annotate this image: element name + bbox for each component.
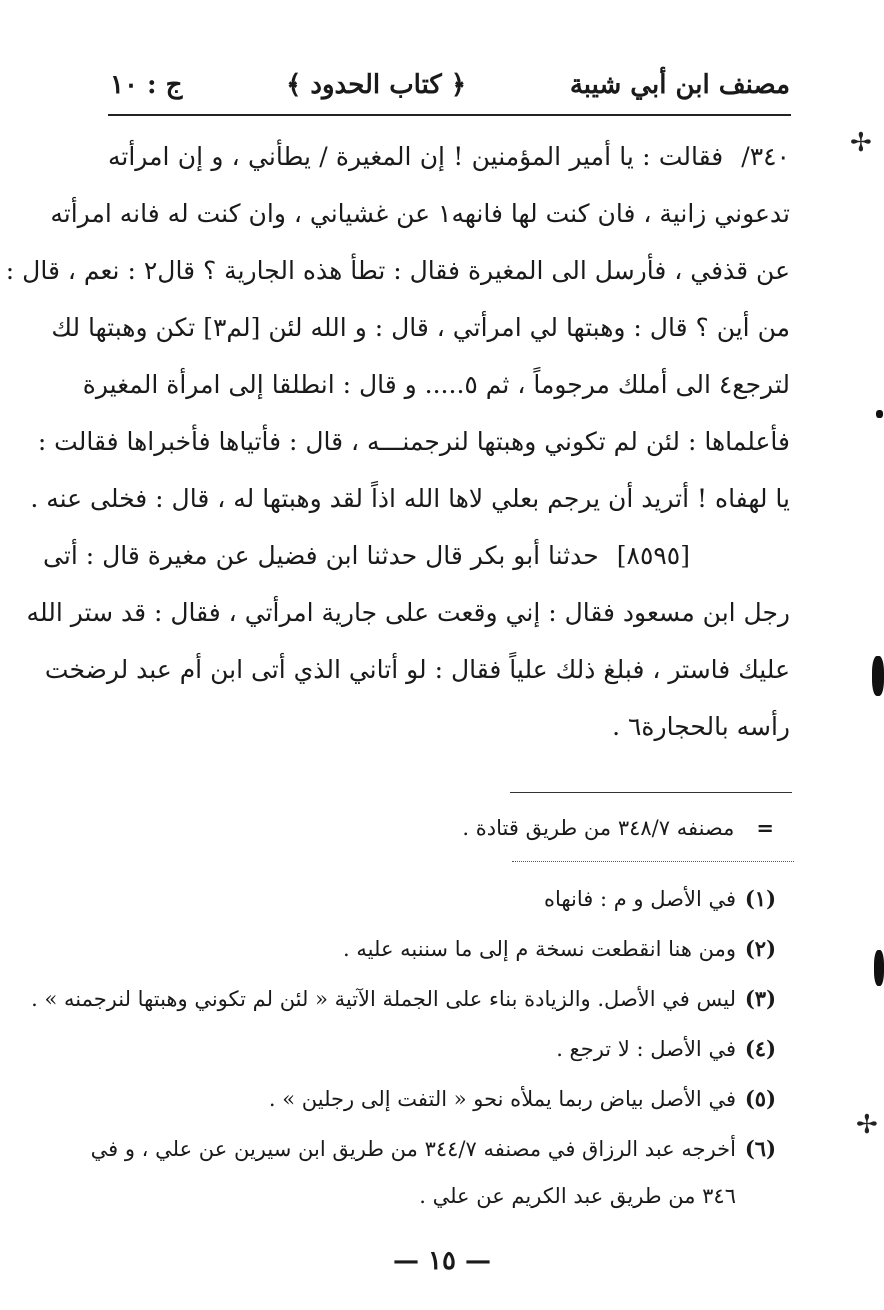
header-rule — [108, 114, 791, 116]
scan-smudge — [872, 656, 884, 696]
main-text — [5, 128, 790, 755]
text-line: يا لهفاه ! أتريد أن يرجم بعلي لاها الله اذاً لقد وهبتها له ، قال : فخلى عنه . — [30, 484, 790, 513]
section-title: ﴿ كتاب الحدود ﴾ — [286, 70, 467, 100]
text-line: لترجع٤ الى أملك مرجوماً ، ثم ٥..... و قال : انطلقا إلى امرأة المغيرة — [82, 370, 790, 399]
text-line: ٣٤٠/فقالت : يا أمير المؤمنين ! إن المغيرة / يطأني ، و إن امرأته — [108, 128, 790, 185]
page-reference: ٣٤٠/ — [741, 142, 790, 171]
scan-speck — [876, 410, 883, 418]
footnote: (٤)في الأصل : لا ترجع . — [556, 1036, 776, 1061]
continuation-note: =مصنفه ٣٤٨/٧ من طريق قتادة . — [462, 815, 774, 840]
text-line: تدعوني زانية ، فان كنت لها فانهه١ عن غشياني ، وان كنت له فانه امرأته — [50, 199, 790, 228]
volume-number: ج : ١٠ — [110, 70, 183, 100]
continuation-marker: = — [756, 815, 774, 840]
footnote: (١)في الأصل و م : فانهاه — [543, 886, 776, 911]
footnotes — [31, 874, 776, 1218]
margin-mark-icon: ✢ — [850, 128, 872, 158]
text-line: عن قذفي ، فأرسل الى المغيرة فقال : تطأ هذه الجارية ؟ قال٢ : نعم ، قال : — [5, 256, 790, 285]
footnote-separator — [510, 792, 792, 793]
margin-mark-icon: ✢ — [856, 1110, 878, 1140]
hadith-number: [٨٥٩٥] — [616, 541, 690, 570]
hadith-line: عليك فاستر ، فبلغ ذلك علياً فقال : لو أتاني الذي أتى ابن أم عبد لرضخت — [44, 655, 790, 684]
footnote: (٢)ومن هنا انقطعت نسخة م إلى ما سننبه عليه . — [343, 936, 776, 961]
text-line: فأعلماها : لئن لم تكوني وهبتها لنرجمنـــه ، قال : فأتياها فأخبراها فقالت : — [37, 427, 790, 456]
hadith-line: رأسه بالحجارة٦ . — [612, 712, 790, 741]
footnote: (٣)ليس في الأصل. والزيادة بناء على الجملة الآتية « لئن لم تكوني وهبتها لنرجمنه » . — [31, 986, 776, 1011]
footnote-continuation: ٣٤٦ من طريق عبد الكريم عن علي . — [419, 1184, 736, 1208]
footnote: (٥)في الأصل بياض ربما يملأه نحو « التفت إلى رجلين » . — [268, 1086, 776, 1111]
page-number: — ١٥ — — [392, 1246, 492, 1276]
book-title: مصنف ابن أبي شيبة — [569, 70, 790, 100]
text-line: من أين ؟ قال : وهبتها لي امرأتي ، قال : و الله لئن [لم٣] تكن وهبتها لك — [51, 313, 790, 342]
wavy-divider — [512, 856, 794, 862]
scan-smudge — [874, 950, 884, 986]
footnote: (٦)أخرجه عبد الرزاق في مصنفه ٣٤٤/٧ من طريق ابن سيرين عن علي ، و في — [90, 1136, 776, 1161]
hadith-line: [٨٥٩٥]حدثنا أبو بكر قال حدثنا ابن فضيل عن مغيرة قال : أتى — [108, 527, 790, 584]
page-header — [110, 62, 790, 108]
hadith-line: رجل ابن مسعود فقال : إني وقعت على جارية امرأتي ، فقال : قد ستر الله — [26, 598, 790, 627]
